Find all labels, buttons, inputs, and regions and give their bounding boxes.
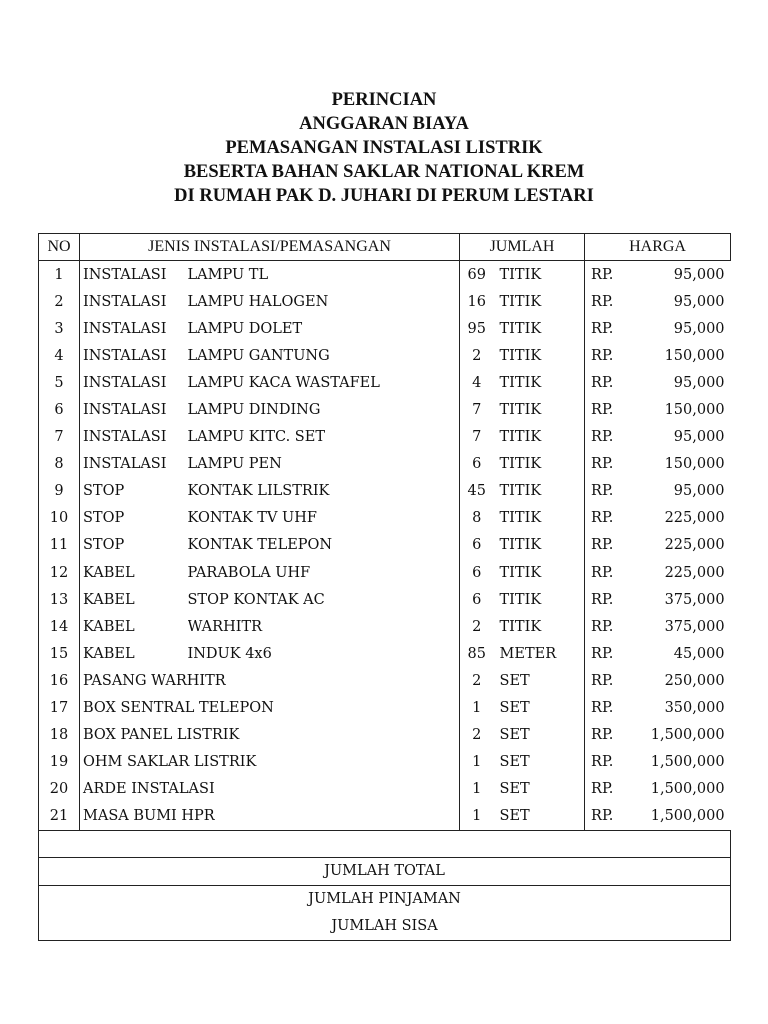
row-item: WARHITR xyxy=(188,613,460,640)
row-price: 1,500,000 xyxy=(650,781,725,798)
totals-section xyxy=(39,830,731,940)
row-no: 4 xyxy=(39,342,80,369)
row-price: 225,000 xyxy=(664,510,725,527)
table-row xyxy=(39,369,731,396)
row-unit: TITIK xyxy=(494,396,585,423)
row-item: LAMPU PEN xyxy=(188,451,460,478)
table-row xyxy=(39,478,731,505)
header-jumlah: JUMLAH xyxy=(460,234,585,261)
row-item: STOP KONTAK AC xyxy=(188,586,460,613)
row-item: INDUK 4x6 xyxy=(188,640,460,667)
row-quantity: 1 xyxy=(472,754,482,771)
table-row xyxy=(39,640,731,667)
row-unit: SET xyxy=(494,803,585,831)
row-category: KABEL xyxy=(83,618,135,635)
table-row xyxy=(39,695,731,722)
table-row xyxy=(39,586,731,613)
row-price: 95,000 xyxy=(673,266,725,283)
row-category: ARDE INSTALASI xyxy=(80,776,460,803)
row-no: 2 xyxy=(39,288,80,315)
row-currency: RP. xyxy=(591,266,614,283)
row-price: 1,500,000 xyxy=(650,754,725,771)
row-currency: RP. xyxy=(591,456,614,473)
row-item: LAMPU HALOGEN xyxy=(188,288,460,315)
row-no: 8 xyxy=(39,451,80,478)
pinjaman-row xyxy=(39,885,731,913)
row-item: KONTAK LILSTRIK xyxy=(188,478,460,505)
row-currency: RP. xyxy=(591,347,614,364)
row-unit: TITIK xyxy=(494,613,585,640)
row-category: INSTALASI xyxy=(83,374,167,391)
table-header-row xyxy=(39,234,731,261)
row-item: KONTAK TV UHF xyxy=(188,505,460,532)
row-unit: SET xyxy=(494,776,585,803)
table-row xyxy=(39,261,731,289)
table-row xyxy=(39,667,731,694)
row-currency: RP. xyxy=(591,510,614,527)
row-no: 16 xyxy=(39,667,80,694)
row-price: 375,000 xyxy=(664,618,725,635)
row-item: LAMPU TL xyxy=(188,261,460,289)
row-unit: TITIK xyxy=(494,451,585,478)
row-category: INSTALASI xyxy=(83,320,167,337)
title-line-4: BESERTA BAHAN SAKLAR NATIONAL KREM xyxy=(183,162,585,182)
table-row xyxy=(39,288,731,315)
row-category: KABEL xyxy=(83,564,135,581)
row-quantity: 1 xyxy=(472,700,482,717)
row-unit: TITIK xyxy=(494,478,585,505)
row-category: BOX SENTRAL TELEPON xyxy=(80,695,460,722)
row-quantity: 4 xyxy=(472,374,482,391)
table-row xyxy=(39,505,731,532)
row-unit: TITIK xyxy=(494,342,585,369)
table-row xyxy=(39,749,731,776)
row-quantity: 6 xyxy=(472,591,482,608)
row-category: INSTALASI xyxy=(83,293,167,310)
header-harga: HARGA xyxy=(585,234,731,261)
table-row xyxy=(39,424,731,451)
row-unit: TITIK xyxy=(494,559,585,586)
row-price: 150,000 xyxy=(664,402,725,419)
row-no: 20 xyxy=(39,776,80,803)
row-category: INSTALASI xyxy=(83,347,167,364)
row-quantity: 1 xyxy=(472,808,482,825)
row-currency: RP. xyxy=(591,618,614,635)
row-no: 11 xyxy=(39,532,80,559)
total-row xyxy=(39,857,731,885)
row-currency: RP. xyxy=(591,537,614,554)
row-price: 1,500,000 xyxy=(650,727,725,744)
table-row xyxy=(39,315,731,342)
row-quantity: 2 xyxy=(472,618,482,635)
row-currency: RP. xyxy=(591,645,614,662)
row-no: 7 xyxy=(39,424,80,451)
row-currency: RP. xyxy=(591,700,614,717)
row-item: LAMPU DOLET xyxy=(188,315,460,342)
row-item: LAMPU GANTUNG xyxy=(188,342,460,369)
row-price: 1,500,000 xyxy=(650,808,725,825)
row-category: KABEL xyxy=(83,591,135,608)
row-currency: RP. xyxy=(591,320,614,337)
row-no: 19 xyxy=(39,749,80,776)
row-price: 250,000 xyxy=(664,672,725,689)
title-line-5: DI RUMAH PAK D. JUHARI DI PERUM LESTARI xyxy=(174,186,594,206)
row-no: 9 xyxy=(39,478,80,505)
row-unit: METER xyxy=(494,640,585,667)
row-currency: RP. xyxy=(591,672,614,689)
total-label: JUMLAH TOTAL xyxy=(39,857,731,885)
row-unit: SET xyxy=(494,722,585,749)
row-price: 95,000 xyxy=(673,293,725,310)
row-price: 150,000 xyxy=(664,456,725,473)
table-row xyxy=(39,342,731,369)
sisa-label: JUMLAH SISA xyxy=(39,913,731,941)
row-unit: SET xyxy=(494,667,585,694)
row-no: 17 xyxy=(39,695,80,722)
row-price: 225,000 xyxy=(664,564,725,581)
row-no: 1 xyxy=(39,261,80,289)
row-item: LAMPU DINDING xyxy=(188,396,460,423)
row-currency: RP. xyxy=(591,483,614,500)
row-price: 95,000 xyxy=(673,320,725,337)
table-row xyxy=(39,613,731,640)
header-no: NO xyxy=(39,234,80,261)
row-no: 15 xyxy=(39,640,80,667)
row-category: MASA BUMI HPR xyxy=(80,803,460,831)
row-quantity: 1 xyxy=(472,781,482,798)
row-unit: SET xyxy=(494,695,585,722)
row-quantity: 69 xyxy=(467,266,486,283)
row-currency: RP. xyxy=(591,293,614,310)
budget-table xyxy=(38,233,731,941)
row-currency: RP. xyxy=(591,564,614,581)
row-quantity: 85 xyxy=(467,645,486,662)
title-line-3: PEMASANGAN INSTALASI LISTRIK xyxy=(225,138,543,158)
table-row xyxy=(39,722,731,749)
row-currency: RP. xyxy=(591,727,614,744)
row-category: PASANG WARHITR xyxy=(80,667,460,694)
row-category: STOP xyxy=(83,510,125,527)
title-line-2: ANGGARAN BIAYA xyxy=(299,114,469,134)
row-unit: TITIK xyxy=(494,261,585,289)
row-quantity: 2 xyxy=(472,672,482,689)
row-price: 95,000 xyxy=(673,374,725,391)
row-unit: TITIK xyxy=(494,505,585,532)
row-item: LAMPU KACA WASTAFEL xyxy=(188,369,460,396)
row-category: INSTALASI xyxy=(83,266,167,283)
row-quantity: 6 xyxy=(472,456,482,473)
row-item: LAMPU KITC. SET xyxy=(188,424,460,451)
row-quantity: 45 xyxy=(467,483,486,500)
row-category: OHM SAKLAR LISTRIK xyxy=(80,749,460,776)
row-category: BOX PANEL LISTRIK xyxy=(80,722,460,749)
row-category: STOP xyxy=(83,483,125,500)
row-quantity: 7 xyxy=(472,429,482,446)
row-no: 21 xyxy=(39,803,80,831)
row-no: 13 xyxy=(39,586,80,613)
row-unit: TITIK xyxy=(494,424,585,451)
row-quantity: 6 xyxy=(472,537,482,554)
row-quantity: 2 xyxy=(472,727,482,744)
row-no: 18 xyxy=(39,722,80,749)
row-item: KONTAK TELEPON xyxy=(188,532,460,559)
row-currency: RP. xyxy=(591,781,614,798)
row-price: 225,000 xyxy=(664,537,725,554)
row-no: 14 xyxy=(39,613,80,640)
row-unit: SET xyxy=(494,749,585,776)
row-no: 3 xyxy=(39,315,80,342)
row-price: 375,000 xyxy=(664,591,725,608)
row-unit: TITIK xyxy=(494,288,585,315)
row-currency: RP. xyxy=(591,754,614,771)
row-category: INSTALASI xyxy=(83,456,167,473)
row-no: 10 xyxy=(39,505,80,532)
row-unit: TITIK xyxy=(494,586,585,613)
row-no: 6 xyxy=(39,396,80,423)
row-price: 95,000 xyxy=(673,429,725,446)
row-currency: RP. xyxy=(591,808,614,825)
row-item: PARABOLA UHF xyxy=(188,559,460,586)
row-category: STOP xyxy=(83,537,125,554)
row-quantity: 95 xyxy=(467,320,486,337)
row-currency: RP. xyxy=(591,402,614,419)
row-unit: TITIK xyxy=(494,532,585,559)
pinjaman-label: JUMLAH PINJAMAN xyxy=(39,885,731,913)
row-quantity: 2 xyxy=(472,347,482,364)
row-unit: TITIK xyxy=(494,315,585,342)
sisa-row xyxy=(39,913,731,941)
row-no: 5 xyxy=(39,369,80,396)
row-price: 45,000 xyxy=(673,645,725,662)
table-row xyxy=(39,532,731,559)
row-quantity: 8 xyxy=(472,510,482,527)
row-price: 95,000 xyxy=(673,483,725,500)
row-category: KABEL xyxy=(83,645,135,662)
row-unit: TITIK xyxy=(494,369,585,396)
row-price: 350,000 xyxy=(664,700,725,717)
table-body xyxy=(39,261,731,831)
row-currency: RP. xyxy=(591,429,614,446)
row-quantity: 16 xyxy=(467,293,486,310)
table-row xyxy=(39,559,731,586)
title-line-1: PERINCIAN xyxy=(331,90,437,110)
row-category: INSTALASI xyxy=(83,429,167,446)
table-row xyxy=(39,803,731,831)
row-price: 150,000 xyxy=(664,347,725,364)
header-jenis: JENIS INSTALASI/PEMASANGAN xyxy=(80,234,460,261)
row-currency: RP. xyxy=(591,591,614,608)
spacer-row xyxy=(39,830,731,857)
row-currency: RP. xyxy=(591,374,614,391)
row-no: 12 xyxy=(39,559,80,586)
row-category: INSTALASI xyxy=(83,402,167,419)
row-quantity: 6 xyxy=(472,564,482,581)
row-quantity: 7 xyxy=(472,402,482,419)
table-row xyxy=(39,396,731,423)
table-row xyxy=(39,451,731,478)
table-row xyxy=(39,776,731,803)
